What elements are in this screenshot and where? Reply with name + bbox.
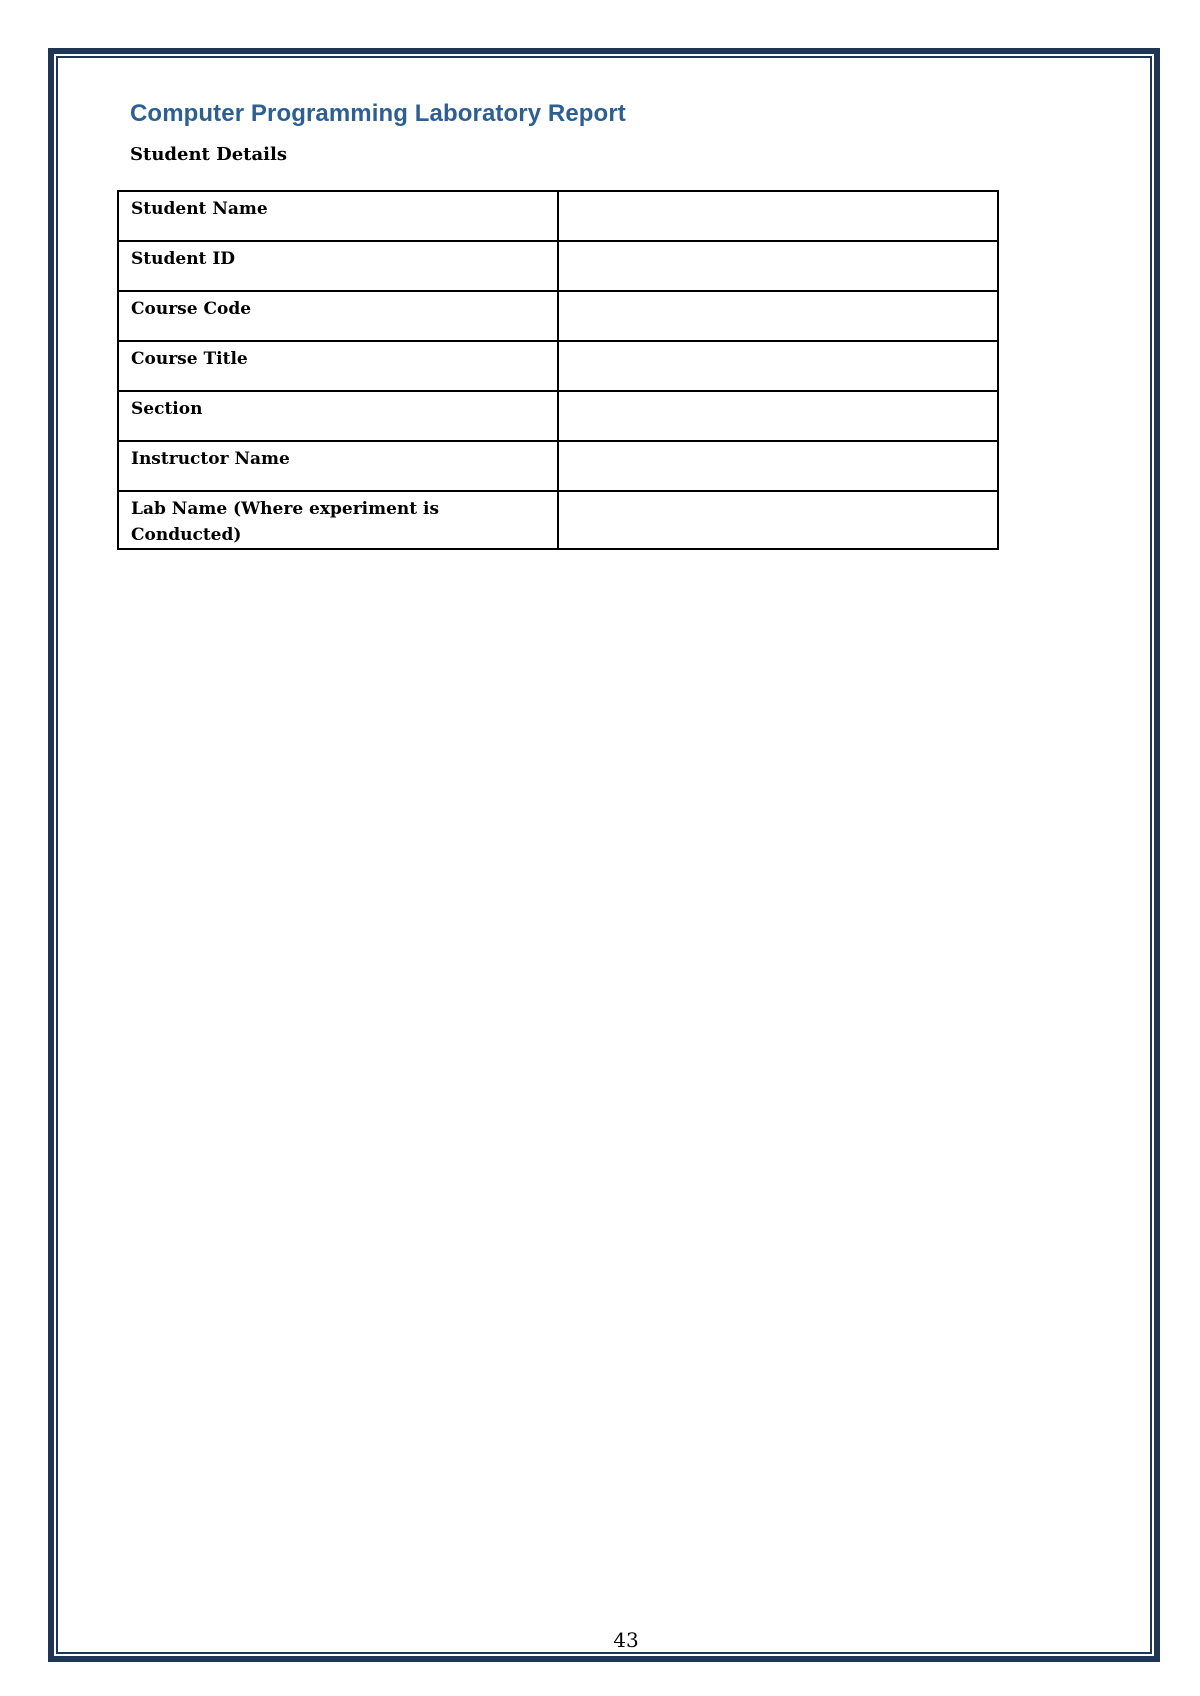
field-value-course-code[interactable]	[558, 291, 998, 341]
field-label-lab-name: Lab Name (Where experiment is Conducted)	[118, 491, 558, 549]
report-title: Computer Programming Laboratory Report	[130, 100, 626, 127]
student-details-table	[117, 190, 999, 550]
field-label-student-name: Student Name	[118, 191, 558, 241]
table-row	[118, 241, 998, 291]
field-label-instructor-name: Instructor Name	[118, 441, 558, 491]
field-value-section[interactable]	[558, 391, 998, 441]
field-label-section: Section	[118, 391, 558, 441]
page-number: 43	[613, 1628, 639, 1652]
field-value-lab-name[interactable]	[558, 491, 998, 549]
field-value-student-name[interactable]	[558, 191, 998, 241]
field-label-student-id: Student ID	[118, 241, 558, 291]
table-row	[118, 491, 998, 549]
field-value-course-title[interactable]	[558, 341, 998, 391]
table-row	[118, 291, 998, 341]
section-heading: Student Details	[130, 144, 287, 165]
field-value-student-id[interactable]	[558, 241, 998, 291]
field-label-course-title: Course Title	[118, 341, 558, 391]
field-value-instructor-name[interactable]	[558, 441, 998, 491]
table-row	[118, 391, 998, 441]
table-row	[118, 341, 998, 391]
table-row	[118, 441, 998, 491]
table-row	[118, 191, 998, 241]
field-label-course-code: Course Code	[118, 291, 558, 341]
